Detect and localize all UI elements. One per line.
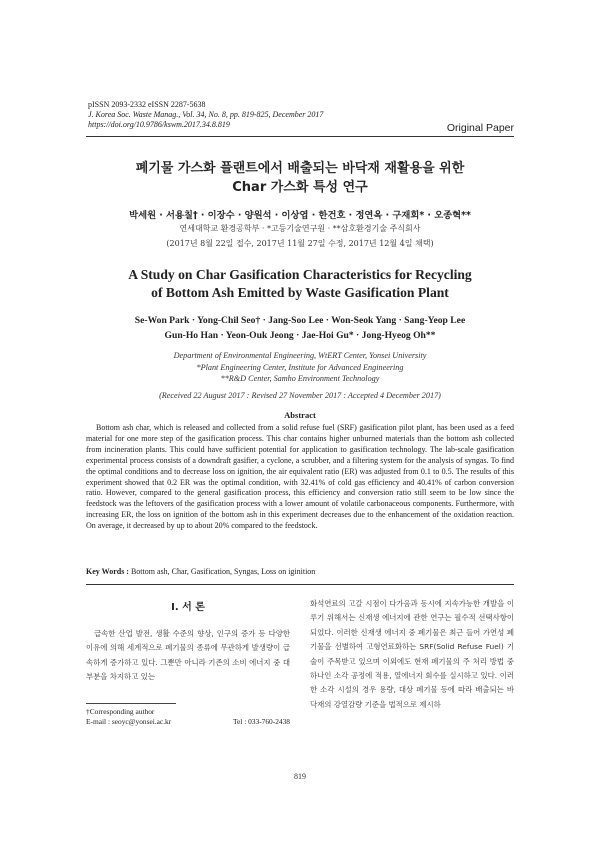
abstract-body: Bottom ash char, which is released and collected from a solid refuse fuel (SRF) gasification pilot plant, has been used as a feed material for one more step of the gasification process. This char contains higher unburned materials than the bottom ash collected from incineration plants. This could have sufficient potential for application to gasification technology. The lab-scale gasification experimental process consists of a downdraft gasifier, a cyclone, a scrubber, and a filtering system for the analysis of syngas. To find the optimal conditions and to decrease loss on ignition, the air equivalent ratio (ER) was adjusted from 0.1 to 0.5. The results of this experiment showed that 0.2 ER was the optimal condition, with 32.41% of cold gas efficiency and 40.41% of carbon conversion ratio. However, compared to the general gasification process, this efficiency and conversion ratio still seem to be low since the feedstock was the leftovers of the gasification process with a lower amount of volatile carbonaceous components. Furthermore, with increasing ER, the loss on ignition of the bottom ash in this experiment decreases due to the enhancement of the oxidation reaction. On average, it decreased by up to about 20% compared to the feedstock. (86, 423, 514, 531)
korean-affiliations: 연세대학교 환경공학부 · *고등기술연구원 · **삼호환경기술 주식회사 (179, 224, 421, 233)
korean-title-line-1: 폐기물 가스화 플랜트에서 배출되는 바닥재 재활용을 위한 (135, 161, 465, 176)
korean-authors: 박세원 · 서용칠† · 이장수 · 양원석 · 이상엽 · 한건호 · 정연옥 · 구재회* · 오종혁** (129, 210, 471, 221)
english-dates: (Received 22 August 2017 : Revised 27 November 2017 : Accepted 4 December 2017) (159, 391, 441, 400)
section-heading-introduction: I. 서 론 (171, 602, 205, 613)
korean-title-line-2: Char 가스화 특성 연구 (232, 180, 368, 195)
keywords-value: Bottom ash, Char, Gasification, Syngas, Loss on iginition (128, 567, 316, 576)
journal-citation: J. Korea Soc. Waste Manag., Vol. 34, No. 8, pp. 819-825, December 2017 (88, 110, 324, 119)
korean-dates: (2017년 8월 22일 접수, 2017년 11월 27일 수정, 2017년 12월 4일 채택) (166, 239, 434, 248)
english-authors (86, 313, 514, 343)
keywords-label: Key Words : (86, 567, 129, 576)
intro-right-column: 화석연료의 고갈 시점이 다가옴과 동시에 지속가능한 개발을 이루기 위해서는 신재생 에너지에 관한 연구는 필수적 선택사항이 되었다. 이러한 신재생 에너지 중 폐기물은 최근 들어 가연성 폐기물을 선별하여 고형연료화하는 SRF(Solid Refuse Fuel) 기술이 주목받고 있으며 이외에도 현재 폐기물의 주 처리 방법 중 하나인 소각 공정에 적용, 열에너지 회수를 실시하고 있다. 이러한 소각 시설의 경우 용량, 대상 폐기물 등에 따라 배출되는 바닥재의 강열감량 기준을 법적으로 제시하 (310, 599, 514, 709)
journal-meta (88, 100, 323, 130)
footnote (86, 707, 290, 727)
keywords-rule (86, 584, 514, 585)
doi-link[interactable]: https://doi.org/10.9786/kswm.2017.34.8.819 (88, 120, 230, 129)
keywords (86, 567, 514, 576)
affiliation-3: **R&D Center, Samho Environment Technology (220, 374, 380, 383)
header-rule (86, 136, 514, 137)
footnote-tel: Tel : 033-760-2438 (233, 717, 290, 726)
english-title-line-1: A Study on Char Gasification Characteristics for Recycling (128, 267, 472, 282)
english-authors-line-2: Gun-Ho Han · Yeon-Ouk Jeong · Jae-Hoi Gu* · Jong-Hyeog Oh** (164, 330, 436, 341)
page-number: 819 (294, 772, 306, 781)
footnote-label: †Corresponding author (86, 707, 155, 716)
affiliation-2: *Plant Engineering Center, Institute for Advanced Engineering (196, 362, 404, 372)
abstract-heading: Abstract (284, 410, 316, 420)
korean-title (86, 159, 514, 197)
article-type: Original Paper (446, 122, 514, 134)
affiliation-1: Department of Environmental Engineering, WtERT Center, Yonsei University (173, 351, 427, 360)
footnote-rule (86, 703, 176, 704)
footnote-email: E-mail : seoyc@yonsei.ac.kr (86, 717, 172, 726)
english-authors-line-1: Se-Won Park · Yong-Chil Seo† · Jang-Soo Lee · Won-Seok Yang · Sang-Yeop Lee (134, 315, 466, 326)
english-title (86, 266, 514, 302)
english-title-line-2: of Bottom Ash Emitted by Waste Gasification Plant (151, 285, 449, 300)
issn-line: pISSN 2093-2332 eISSN 2287-5638 (88, 100, 206, 109)
english-affiliations (86, 350, 514, 385)
intro-left-column: 급속한 산업 발전, 생활 수준의 향상, 인구의 증가 등 다양한 이유에 의해 세계적으로 폐기물의 종류에 무관하게 발생량이 급속하게 증가하고 있다. 그뿐만 아니라 기존의 소비 에너지 중 대부분을 차지하고 있는 (86, 629, 290, 682)
